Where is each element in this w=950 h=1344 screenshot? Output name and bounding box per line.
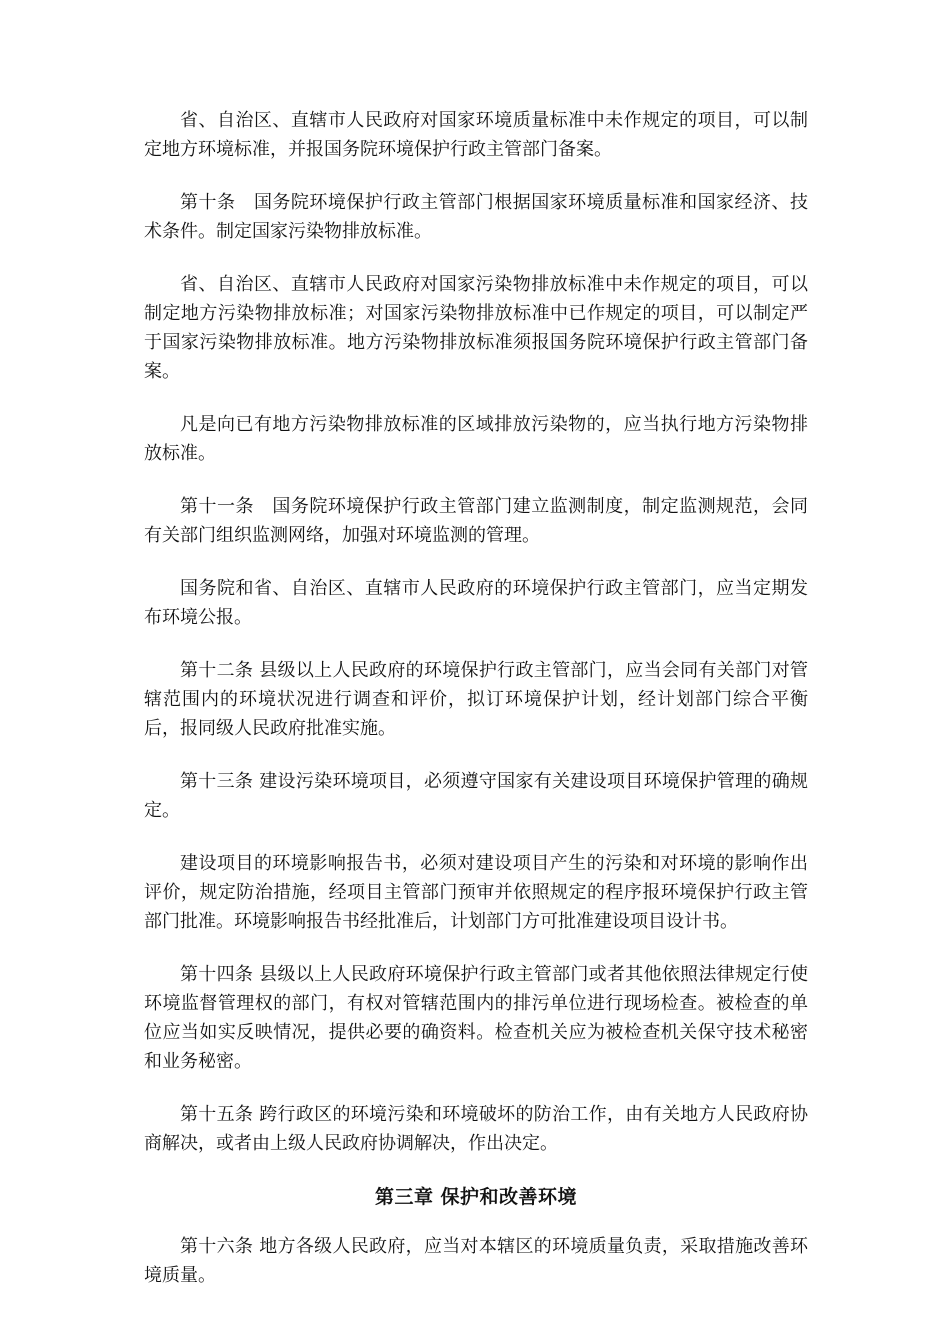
paragraph: 省、自治区、直辖市人民政府对国家污染物排放标准中未作规定的项目，可以制定地方污染物排放标准；对国家污染物排放标准中已作规定的项目，可以制定严于国家污染物排放标准。地方污染物排放标准须报国务院环境保护行政主管部门备案。 [144, 274, 808, 382]
paragraph-article-13: 第十三条 建设污染环境项目，必须遵守国家有关建设项目环境保护管理的确规定。 [144, 771, 808, 821]
paragraph: 国务院和省、自治区、直辖市人民政府的环境保护行政主管部门，应当定期发布环境公报。 [144, 578, 808, 628]
paragraph-article-10: 第十条 国务院环境保护行政主管部门根据国家环境质量标准和国家经济、技术条件。制定国家污染物排放标准。 [144, 192, 808, 242]
paragraph-article-14: 第十四条 县级以上人民政府环境保护行政主管部门或者其他依照法律规定行使环境监督管理权的部门，有权对管辖范围内的排污单位进行现场检查。被检查的单位应当如实反映情况，提供必要的确资料。检查机关应为被检查机关保守技术秘密和业务秘密。 [144, 964, 808, 1072]
document-body [144, 106, 808, 1314]
paragraph-article-12: 第十二条 县级以上人民政府的环境保护行政主管部门，应当会同有关部门对管辖范围内的环境状况进行调查和评价，拟订环境保护计划，经计划部门综合平衡后，报同级人民政府批准实施。 [144, 660, 808, 739]
paragraph-article-15: 第十五条 跨行政区的环境污染和环境破坏的防治工作，由有关地方人民政府协商解决，或者由上级人民政府协调解决，作出决定。 [144, 1104, 808, 1154]
paragraph: 建设项目的环境影响报告书，必须对建设项目产生的污染和对环境的影响作出评价，规定防治措施，经项目主管部门预审并依照规定的程序报环境保护行政主管部门批准。环境影响报告书经批准后，计划部门方可批准建设项目设计书。 [144, 853, 808, 932]
paragraph: 凡是向已有地方污染物排放标准的区域排放污染物的，应当执行地方污染物排放标准。 [144, 414, 808, 464]
paragraph-article-11: 第十一条 国务院环境保护行政主管部门建立监测制度，制定监测规范，会同有关部门组织监测网络，加强对环境监测的管理。 [144, 496, 808, 546]
chapter-heading: 第三章 保护和改善环境 [374, 1186, 578, 1208]
paragraph: 省、自治区、直辖市人民政府对国家环境质量标准中未作规定的项目，可以制定地方环境标准，并报国务院环境保护行政主管部门备案。 [144, 110, 808, 160]
paragraph-article-16: 第十六条 地方各级人民政府，应当对本辖区的环境质量负责，采取措施改善环境质量。 [144, 1236, 808, 1286]
